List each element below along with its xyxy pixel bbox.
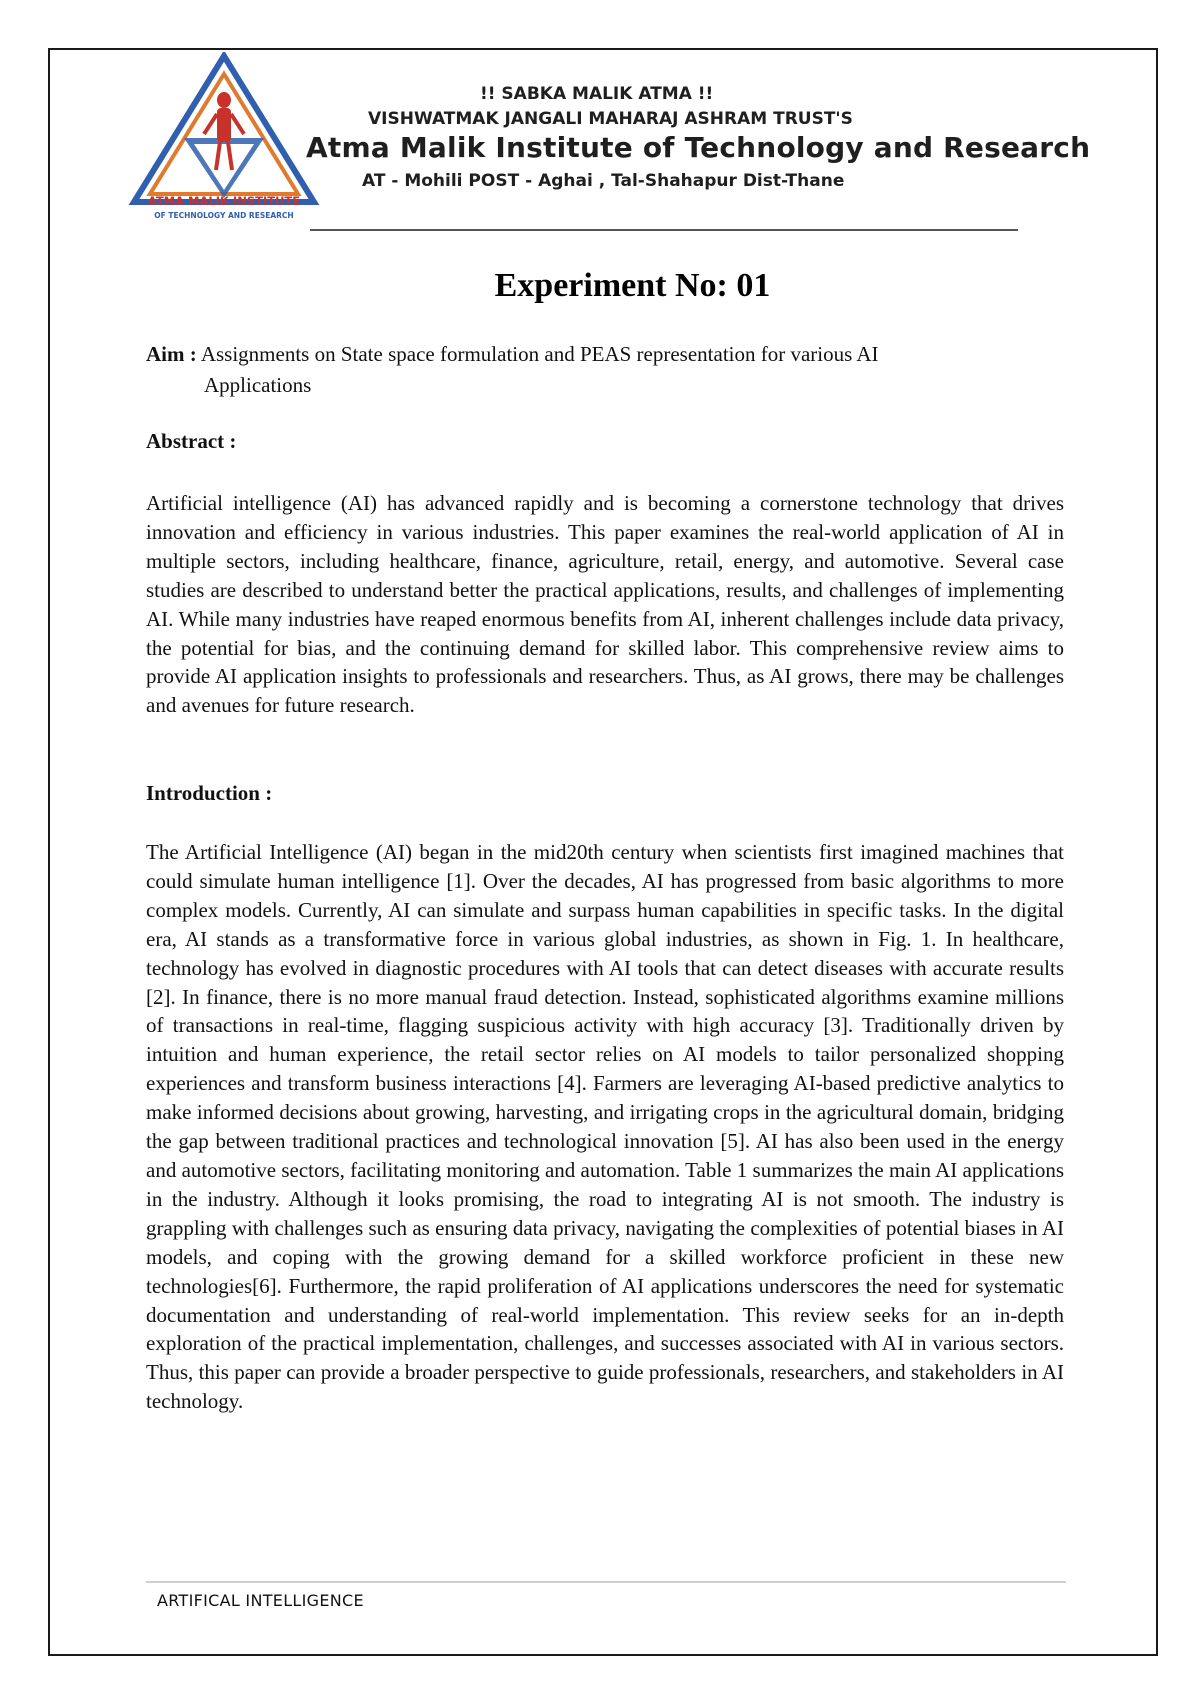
logo-figure-body <box>217 108 231 142</box>
abstract-paragraph: Artificial intelligence (AI) has advanced rapidly and is becoming a cornerstone technology that drives innovation and efficiency in various industries. This paper examines the real-world application of AI in multiple sectors, including healthcare, finance, agriculture, retail, energy, and automotive. Several case studies are described to understand better the practical applications, results, and challenges of implementing AI. While many industries have reaped enormous benefits from AI, inherent challenges include data privacy, the potential for bias, and the continuing demand for skilled labor. This comprehensive review aims to provide AI application insights to professionals and researchers. Thus, as AI grows, there may be challenges and avenues for future research. <box>146 491 1064 718</box>
logo-figure-arm-right <box>231 114 244 134</box>
introduction-paragraph: The Artificial Intelligence (AI) began in the mid20th century when scientists first imagined machines that could simulate human intelligence [1]. Over the decades, AI has progressed from basic algorithms to more complex models. Currently, AI can simulate and surpass human capabilities in specific tasks. In the digital era, AI stands as a transformative force in various global industries, as shown in Fig. 1. In healthcare, technology has evolved in diagnostic procedures with AI tools that can detect diseases with accurate results [2]. In finance, there is no more manual fraud detection. Instead, sophisticated algorithms examine millions of transactions in real-time, flagging suspicious activity with high accuracy [3]. Traditionally driven by intuition and human experience, the retail sector relies on AI models to tailor personalized shopping experiences and transform business interactions [4]. Farmers are leveraging AI-based predictive analytics to make informed decisions about growing, harvesting, and irrigating crops in the agricultural domain, bridging the gap between traditional practices and technological innovation [5]. AI has also been used in the energy and automotive sectors, facilitating monitoring and automation. Table 1 summarizes the main AI applications in the industry. Although it looks promising, the road to integrating AI is not smooth. The industry is grappling with challenges such as ensuring data privacy, navigating the complexities of potential biases in AI models, and coping with the growing demand for a skilled workforce proficient in these new technologies[6]. Furthermore, the rapid proliferation of AI applications underscores the need for systematic documentation and understanding of real-world implementation. This review seeks for an in-depth exploration of the practical implementation, challenges, and successes associated with AI in various sectors. Thus, this paper can provide a broader perspective to guide professionals, researchers, and stakeholders in AI technology. <box>146 840 1064 1414</box>
header-motto: !! SABKA MALIK ATMA !! <box>480 84 714 104</box>
header-trust: VISHWATMAK JANGALI MAHARAJ ASHRAM TRUST'S <box>368 109 853 129</box>
logo-caption-2: OF TECHNOLOGY AND RESEARCH <box>154 211 294 220</box>
footer-course-name: ARTIFICAL INTELLIGENCE <box>157 1591 364 1610</box>
header-address: AT - Mohili POST - Aghai , Tal-Shahapur Dist-Thane <box>362 171 845 191</box>
footer-divider <box>146 1581 1066 1583</box>
logo-figure-head <box>217 92 231 108</box>
aim-section <box>146 339 1026 401</box>
page-title: Experiment No: 01 <box>494 267 771 304</box>
aim-text-line1: Assignments on State space formulation and PEAS representation for various AI <box>196 342 879 366</box>
header-divider <box>310 229 1018 231</box>
header-institute-name: Atma Malik Institute of Technology and Research <box>306 131 1091 164</box>
institute-logo <box>128 52 320 224</box>
aim-label: Aim : <box>146 342 197 366</box>
aim-text-line2: Applications <box>204 373 312 397</box>
introduction-heading: Introduction : <box>146 781 273 805</box>
abstract-heading: Abstract : <box>146 429 237 453</box>
logo-lower-cut <box>194 144 254 190</box>
logo-caption-1: ATMA MALIK INSTITUTE <box>147 194 301 208</box>
logo-figure-arm-left <box>204 114 217 134</box>
